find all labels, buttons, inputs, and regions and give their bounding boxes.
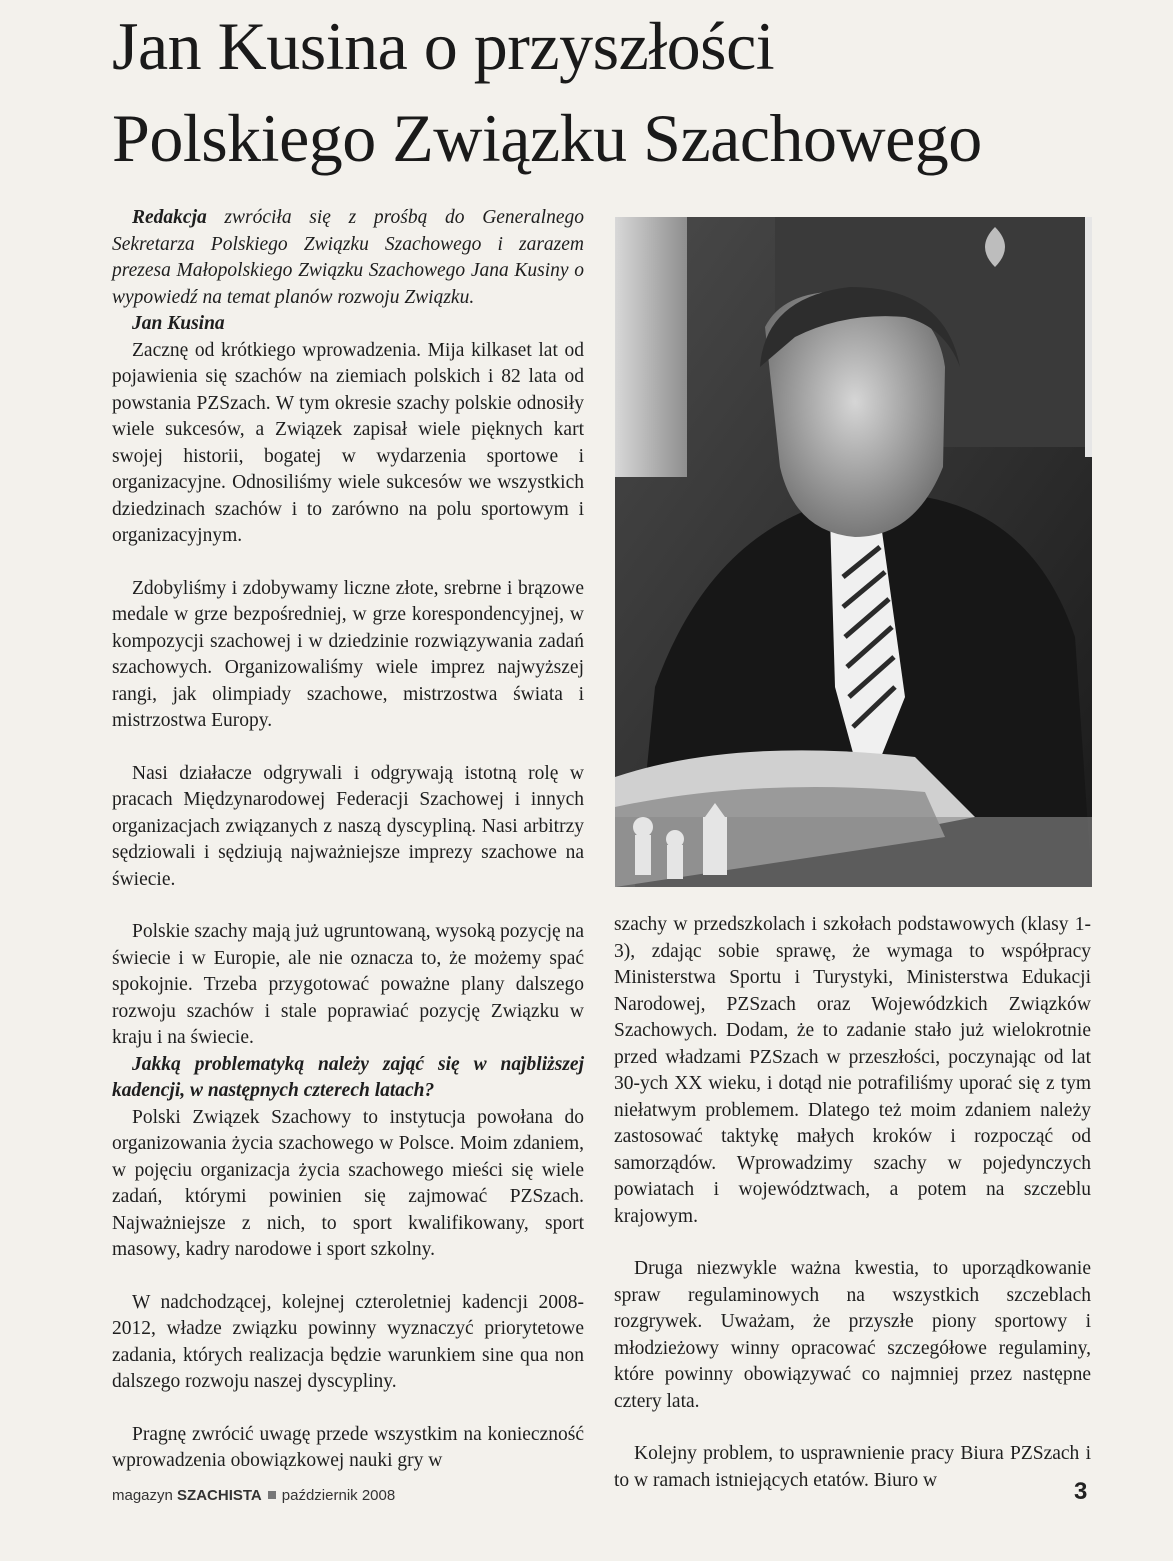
lead-text: zwróciła się z prośbą do Generalnego Sekretarza Polskiego Związku Szachowego i zarazem prezesa Małopolskiego Związku Szachowego Jana Kusiny o wypowiedź na temat planów rozwoju Związku. xyxy=(112,207,584,308)
footer-magazine-name: SZACHISTA xyxy=(177,1487,262,1504)
title-line-2: Polskiego Związku Szachowego xyxy=(112,100,982,176)
page-number: 3 xyxy=(1074,1478,1088,1505)
body-paragraph-1: Zacznę od krótkiego wprowadzenia. Mija kilkaset lat od pojawienia się szachów na ziemiach polskich i 82 lata od powstania PZSzach. W tym okresie szachy polskie odnosiły wiele sukcesów, a Związek zapisał wiele pięknych kart swojej historii, bogatej w wydarzenia sportowe i organizacyjne. Odnosiliśmy wiele sukcesów we wszystkich dziedzinach szachów i to zarówno na polu sportowym i organizacyjnym. xyxy=(112,339,584,546)
answer-paragraph-3: Pragnę zwrócić uwagę przede wszystkim na konieczność wprowadzenia obowiązkowej nauki gry w xyxy=(112,1423,584,1471)
portrait-illustration xyxy=(615,217,1092,887)
title-line-1: Jan Kusina o przyszłości xyxy=(112,8,775,84)
body-paragraph-4: Polskie szachy mają już ugruntowaną, wysoką pozycję na świecie i w Europie, ale nie oznacza to, że możemy spać spokojnie. Trzeba przygotować poważne plany dalszego rozwoju szachów i stale poprawiać pozycję Związku w kraju i na świecie. xyxy=(112,921,584,1048)
interview-question: Jakką problematyką należy zająć się w najbliższej kadencji, w następnych czterech latach? xyxy=(112,1053,584,1101)
right-column xyxy=(614,912,1091,1494)
left-column xyxy=(112,205,584,1475)
body-paragraph-2: Zdobyliśmy i zdobywamy liczne złote, srebrne i brązowe medale w grze bezpośredniej, w grze korespondencyjnej, w kompozycji szachowej i w dziedzinie rozwiązywania zadań szachowych. Organizowaliśmy wiele imprez najwyższej rangi, jak olimpiady szachowe, mistrzostwa świata i mistrzostwa Europy. xyxy=(112,577,584,731)
lead-bold: Redakcja xyxy=(132,207,207,228)
body-paragraph-3: Nasi działacze odgrywali i odgrywają istotną rolę w pracach Międzynarodowej Federacji Szachowej i innych organizacjach związanych z naszą dyscypliną. Nasi arbitrzy sędziowali i sędziują najważniejsze imprezy szachowe na świecie. xyxy=(112,762,584,890)
author-name: Jan Kusina xyxy=(132,313,225,334)
right-paragraph-3: Kolejny problem, to usprawnienie pracy Biura PZSzach i to w ramach istniejących etatów. Biuro w xyxy=(614,1443,1091,1491)
answer-paragraph-2: W nadchodzącej, kolejnej czteroletniej kadencji 2008-2012, władze związku powinny wyznaczyć priorytetowe zadania, których realizacja będzie warunkiem sine qua non dalszego rozwoju naszej dyscypliny. xyxy=(112,1291,584,1392)
right-paragraph-2: Druga niezwykle ważna kwestia, to uporządkowanie spraw regulaminowych na wszystkich szczeblach rozgrywek. Uważam, że przyszłe piony sportowy i młodzieżowy winny opracować szczegółowe regulaminy, które powinny obowiązywać co najmniej przez następne cztery lata. xyxy=(614,1258,1091,1412)
answer-paragraph-1: Polski Związek Szachowy to instytucja powołana do organizowania życia szachowego w Polsce. Moim zdaniem, w pojęciu organizacja życia szachowego mieści się wiele zadań, którymi powinien się zajmować PZSzach. Najważniejsze z nich, to sport kwalifikowany, sport masowy, kadry narodowe i sport szkolny. xyxy=(112,1106,584,1260)
portrait-photo xyxy=(615,217,1092,887)
footer-issue: październik 2008 xyxy=(281,1487,396,1504)
article-title xyxy=(112,0,1112,184)
footer-separator-square xyxy=(268,1491,276,1499)
right-paragraph-1: szachy w przedszkolach i szkołach podstawowych (klasy 1-3), zdając sobie sprawę, że wymaga to współpracy Ministerstwa Sportu i Turystyki, Ministerstwa Edukacji Narodowej, PZSzach oraz Wojewódzkich Związków Szachowych. Dodam, że to zadanie stało już wielokrotnie przed władzami PZSzach w przeszłości, poczynając od lat 30-ych XX wieku, i dotąd nie potrafiliśmy uporać się z tym niełatwym problemem. Dlatego też moim zdaniem należy zastosować taktykę małych kroków i rozpocząć od samorządów. Wprowadzimy szachy w pojedynczych powiatach i województwach, a potem na szczeblu krajowym. xyxy=(614,914,1091,1227)
lead-paragraph xyxy=(112,205,584,311)
footer-prefix: magazyn xyxy=(112,1487,178,1504)
footer-magazine-info xyxy=(112,1487,395,1504)
